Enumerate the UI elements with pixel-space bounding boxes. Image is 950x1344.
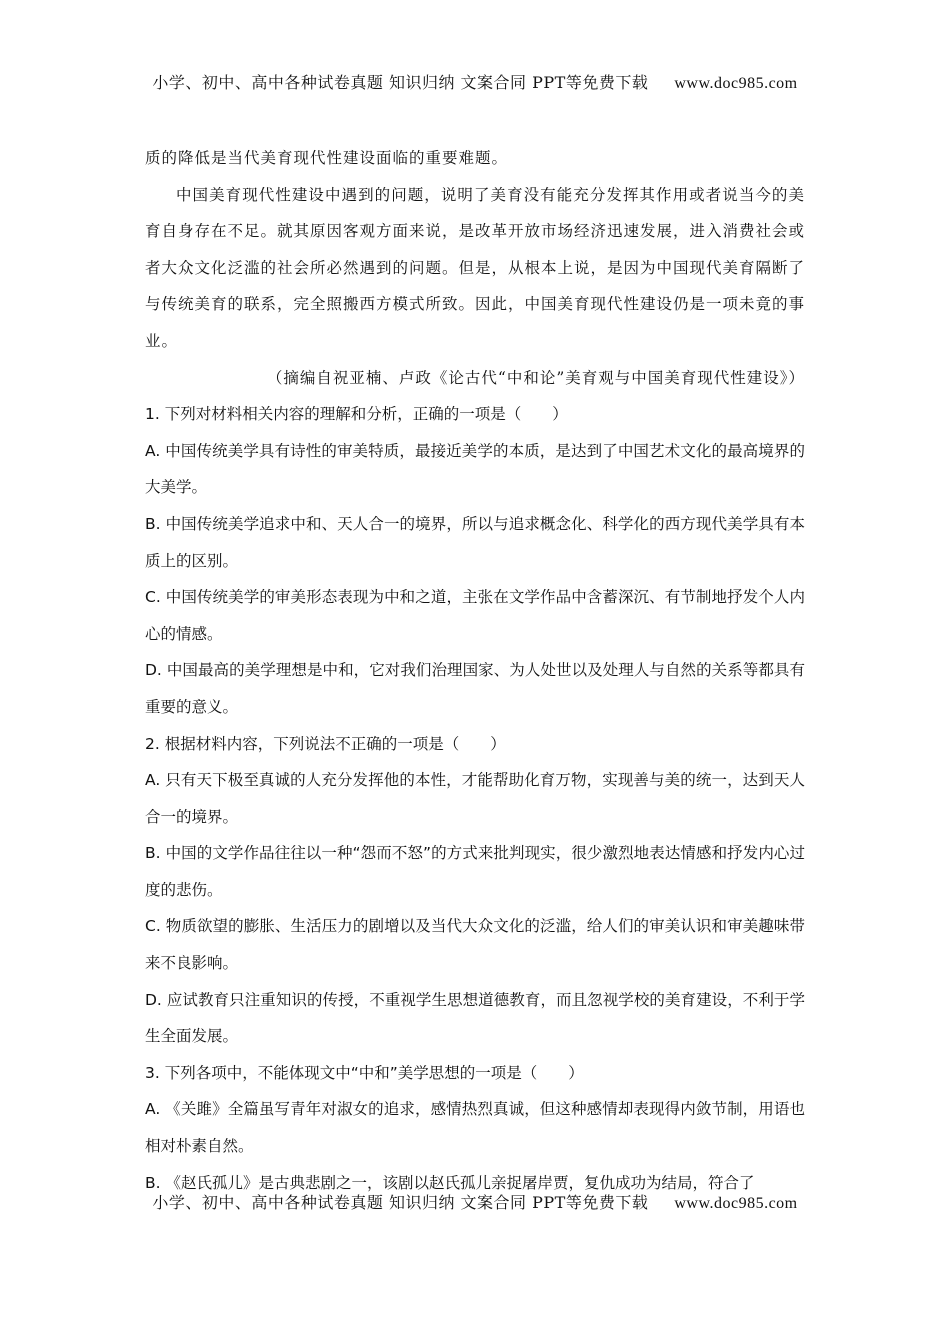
question-2-option-b: B. 中国的文学作品往往以一种“怨而不怒”的方式来批判现实，很少激烈地表达情感和抒发内心过度的悲伤。 bbox=[145, 844, 805, 899]
question-1-stem: 1. 下列对材料相关内容的理解和分析，正确的一项是（ ） bbox=[145, 405, 568, 424]
page-footer bbox=[0, 1190, 950, 1213]
page-header bbox=[0, 70, 950, 93]
question-2-option-a: A. 只有天下极至真诚的人充分发挥他的本性，才能帮助化育万物，实现善与美的统一，达到天人合一的境界。 bbox=[145, 771, 805, 826]
question-1-option-c: C. 中国传统美学的审美形态表现为中和之道，主张在文学作品中含蓄深沉、有节制地抒发个人内心的情感。 bbox=[145, 588, 805, 643]
question-2-option-c: C. 物质欲望的膨胀、生活压力的剧增以及当代大众文化的泛滥，给人们的审美认识和审美趣味带来不良影响。 bbox=[145, 917, 805, 973]
question-3-option-b: B. 《赵氏孤儿》是古典悲剧之一，该剧以赵氏孤儿亲捉屠岸贾，复仇成功为结局，符合了 bbox=[145, 1173, 755, 1192]
question-2-option-d: D. 应试教育只注重知识的传授，不重视学生思想道德教育，而且忽视学校的美育建设，不利于学生全面发展。 bbox=[145, 990, 805, 1046]
passage-source: （摘编自祝亚楠、卢政《论古代“中和论”美育观与中国美育现代性建设》） bbox=[266, 368, 805, 387]
question-1-option-b: B. 中国传统美学追求中和、天人合一的境界，所以与追求概念化、科学化的西方现代美学具有本质上的区别。 bbox=[145, 514, 805, 570]
question-3-option-a: A. 《关雎》全篇虽写青年对淑女的追求，感情热烈真诚，但这种感情却表现得内敛节制，用语也相对朴素自然。 bbox=[145, 1100, 805, 1156]
passage-continuation: 质的降低是当代美育现代性建设面临的重要难题。 bbox=[145, 149, 509, 167]
question-1-option-a: A. 中国传统美学具有诗性的审美特质，最接近美学的本质，是达到了中国艺术文化的最高境界的大美学。 bbox=[145, 441, 805, 497]
document-body bbox=[145, 140, 805, 1201]
header-url[interactable]: www.doc985.com bbox=[674, 75, 798, 92]
question-3-stem: 3. 下列各项中，不能体现文中“中和”美学思想的一项是（ ） bbox=[145, 1063, 584, 1082]
question-2-stem: 2. 根据材料内容，下列说法不正确的一项是（ ） bbox=[145, 734, 506, 753]
footer-text: 小学、初中、高中各种试卷真题 知识归纳 文案合同 PPT等免费下载 bbox=[152, 1193, 649, 1212]
header-text: 小学、初中、高中各种试卷真题 知识归纳 文案合同 PPT等免费下载 bbox=[152, 73, 649, 92]
question-1-option-d: D. 中国最高的美学理想是中和，它对我们治理国家、为人处世以及处理人与自然的关系等都具有重要的意义。 bbox=[145, 661, 805, 716]
passage-paragraph: 中国美育现代性建设中遇到的问题，说明了美育没有能充分发挥其作用或者说当今的美育自身存在不足。就其原因客观方面来说，是改革开放市场经济迅速发展，进入消费社会或者大众文化泛滥的社会所必然遇到的问题。但是，从根本上说，是因为中国现代美育隔断了与传统美育的联系，完全照搬西方模式所致。因此，中国美育现代性建设仍是一项未竟的事业。 bbox=[145, 185, 806, 350]
footer-url[interactable]: www.doc985.com bbox=[674, 1195, 798, 1212]
